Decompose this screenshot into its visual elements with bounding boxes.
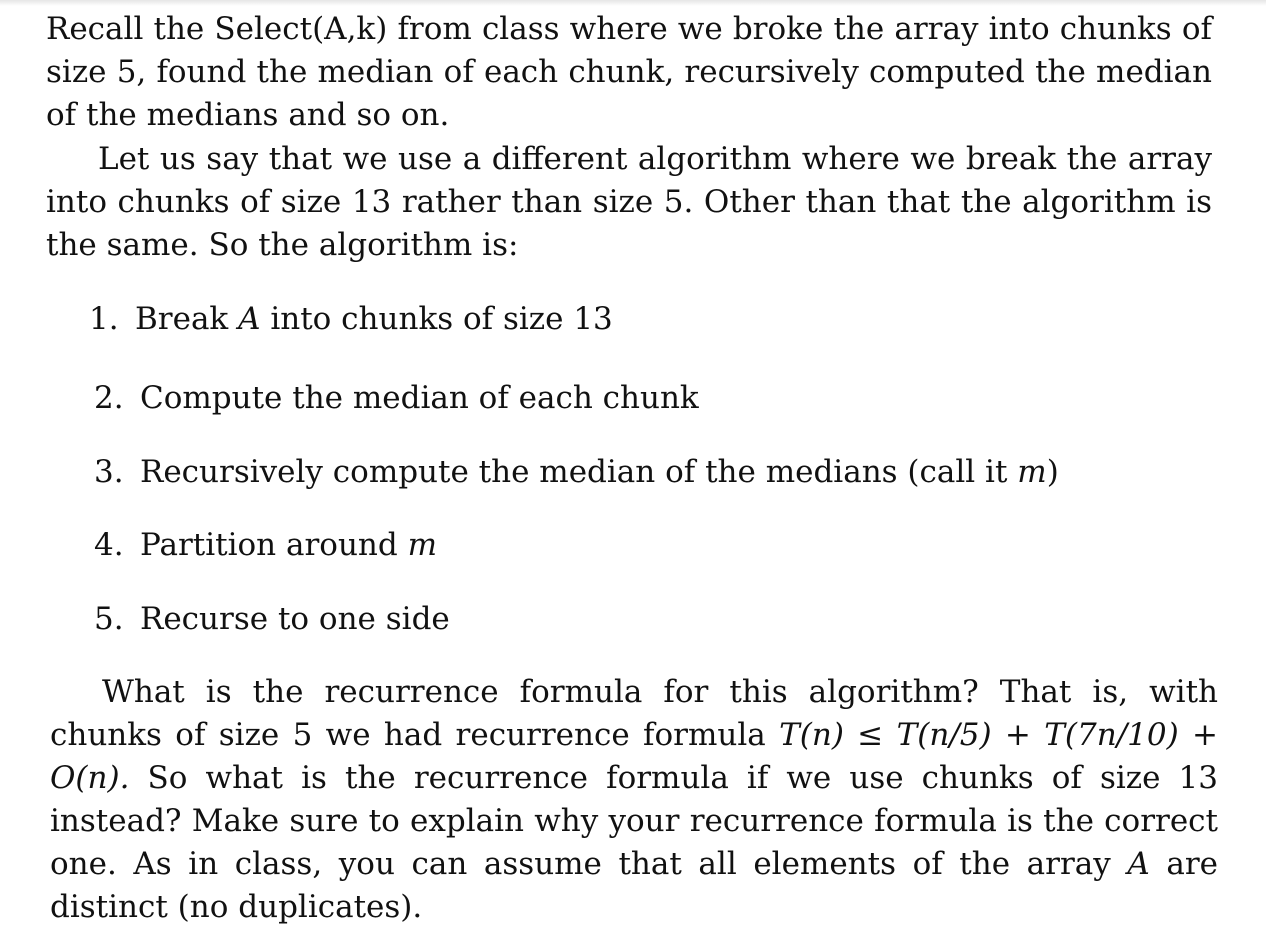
step-number: 3. — [94, 454, 124, 490]
step-text: Break — [135, 301, 229, 337]
step-number: 1. — [89, 301, 119, 337]
question-text-1: What is the recurrence formula for this algorithm? That is, with chunks of size 5 we had recurrence formula — [50, 674, 1218, 753]
step-1 — [89, 298, 613, 341]
step-text: Partition around — [140, 527, 398, 563]
step-4 — [94, 524, 437, 567]
question-text-3: are distinct (no duplicates). — [50, 846, 1219, 925]
math-var: m — [1017, 454, 1047, 490]
step-number: 4. — [94, 527, 124, 563]
step-2 — [94, 377, 699, 420]
variant-paragraph — [46, 138, 1212, 267]
intro-paragraph — [46, 8, 1212, 137]
math-var: A — [1127, 846, 1150, 882]
question-text-2: So what is the recurrence formula if we use chunks of size 13 instead? Make sure to explain why your recurrence formula is the correct one. As in class, you can assume that all elements of the array — [50, 760, 1218, 882]
step-text-after: ) — [1046, 454, 1059, 490]
math-var: A — [238, 301, 261, 337]
step-text-after: into chunks of size 13 — [270, 301, 613, 337]
step-text: Recurse to one side — [140, 601, 450, 637]
top-shadow — [0, 0, 1266, 6]
step-number: 2. — [94, 380, 124, 416]
step-5 — [94, 598, 450, 641]
step-number: 5. — [94, 601, 124, 637]
step-text: Compute the median of each chunk — [140, 380, 699, 416]
intro-text: Recall the Select(A,k) from class where we broke the array into chunks of size 5, found the median of each chunk, recursively computed the median of the medians and so on. — [46, 11, 1212, 133]
variant-text: Let us say that we use a different algorithm where we break the array into chunks of size 13 rather than size 5. Other than that the algorithm is the same. So the algorithm is: — [46, 141, 1212, 263]
step-text: Recursively compute the median of the medians (call it — [140, 454, 1008, 490]
question-paragraph — [50, 671, 1218, 929]
recurrence-formula: T(n) ≤ T(n/5) + T(7n/10) + O(n). — [50, 717, 1219, 796]
math-var: m — [407, 527, 437, 563]
step-3 — [94, 451, 1059, 494]
